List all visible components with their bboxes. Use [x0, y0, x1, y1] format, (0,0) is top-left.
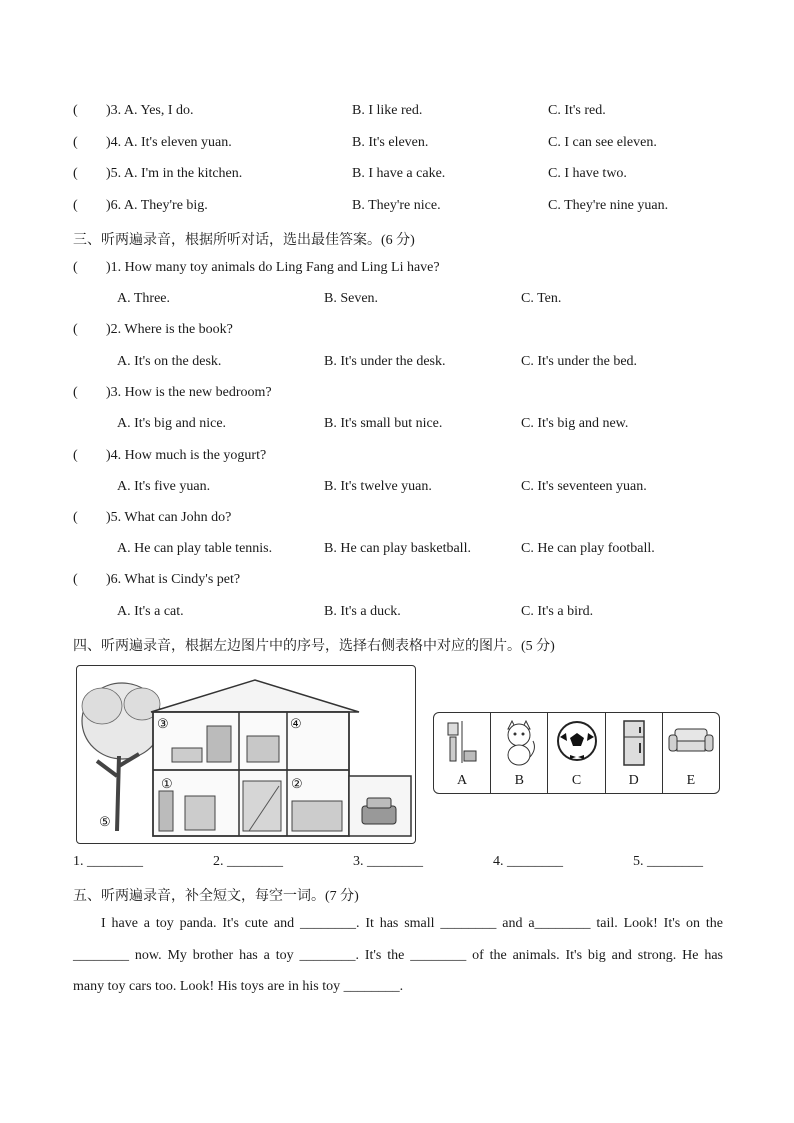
option-b: B. It's a duck.: [324, 604, 401, 619]
option-c: C. They're nine yuan.: [548, 198, 669, 213]
question-row: [0, 103, 794, 123]
answer-paren[interactable]: (: [73, 572, 78, 587]
passage-line: ________ now. My brother has a toy ________. It's the ________ of the animals. It's big and strong. He has: [73, 948, 723, 963]
option-a: A. It's on the desk.: [117, 354, 222, 369]
answer-paren[interactable]: (: [73, 448, 78, 463]
option-b: B. It's under the desk.: [324, 354, 446, 369]
passage-line: I have a toy panda. It's cute and ________. It has small ________ and a________ tail. Look! It's on the: [101, 916, 723, 931]
choice-label: A: [457, 773, 468, 788]
sink-icon: [444, 719, 480, 765]
choice-cell-e[interactable]: [663, 713, 719, 793]
option-a: A. Three.: [117, 291, 170, 306]
question-row: [0, 198, 794, 218]
option-b: B. I have a cake.: [352, 166, 446, 181]
option-b: B. I like red.: [352, 103, 423, 118]
options-row: [0, 291, 794, 311]
option-b: B. It's twelve yuan.: [324, 479, 432, 494]
option-c: C. I have two.: [548, 166, 627, 181]
question-text: )1. How many toy animals do Ling Fang and Ling Li have?: [106, 260, 440, 275]
option-c: C. He can play football.: [521, 541, 655, 556]
answer-paren[interactable]: (: [73, 322, 78, 337]
option-a: A. It's big and nice.: [117, 416, 227, 431]
answer-paren[interactable]: (: [73, 198, 78, 213]
question-row: [0, 385, 794, 405]
question-text: )2. Where is the book?: [106, 322, 233, 337]
answer-blank[interactable]: 5. ________: [633, 854, 703, 869]
options-row: [0, 479, 794, 499]
passage-line: many toy cars too. Look! His toys are in his toy ________.: [73, 979, 404, 994]
answer-paren[interactable]: (: [73, 166, 78, 181]
sofa-icon: [667, 719, 715, 759]
option-c: C. It's under the bed.: [521, 354, 638, 369]
question-text: )4. A. It's eleven yuan.: [106, 135, 232, 150]
question-row: [0, 260, 794, 280]
choice-label: D: [628, 773, 639, 788]
choice-cell-d[interactable]: [606, 713, 663, 793]
answer-paren[interactable]: (: [73, 103, 78, 118]
scene-number: ⑤: [99, 814, 111, 829]
question-text: )3. How is the new bedroom?: [106, 385, 272, 400]
option-b: B. It's small but nice.: [324, 416, 443, 431]
answer-blank[interactable]: 4. ________: [493, 854, 563, 869]
question-text: )5. What can John do?: [106, 510, 232, 525]
answer-paren[interactable]: (: [73, 260, 78, 275]
option-c: C. Ten.: [521, 291, 562, 306]
option-a: A. He can play table tennis.: [117, 541, 273, 556]
football-icon: [556, 719, 598, 765]
answer-blanks-row: [0, 854, 794, 874]
answer-paren[interactable]: (: [73, 135, 78, 150]
option-b: B. It's eleven.: [352, 135, 429, 150]
question-text: )5. A. I'm in the kitchen.: [106, 166, 243, 181]
question-row: [0, 166, 794, 186]
answer-paren[interactable]: (: [73, 385, 78, 400]
option-c: C. It's big and new.: [521, 416, 629, 431]
choice-label: E: [686, 773, 696, 788]
option-a: A. It's five yuan.: [117, 479, 211, 494]
tree-icon: [82, 683, 162, 831]
question-text: )6. What is Cindy's pet?: [106, 572, 241, 587]
choice-cell-b[interactable]: [491, 713, 548, 793]
option-c: C. I can see eleven.: [548, 135, 657, 150]
options-row: [0, 354, 794, 374]
question-row: [0, 448, 794, 468]
section-title: 三、听两遍录音，根据所听对话，选出最佳答案。(6 分): [73, 233, 415, 248]
option-c: C. It's seventeen yuan.: [521, 479, 647, 494]
question-text: )6. A. They're big.: [106, 198, 208, 213]
answer-blank[interactable]: 3. ________: [353, 854, 423, 869]
house-illustration: [77, 666, 415, 843]
section-title: 五、听两遍录音，补全短文，每空一词。(7 分): [73, 889, 359, 904]
fridge-icon: [620, 719, 648, 767]
option-c: C. It's a bird.: [521, 604, 594, 619]
choice-cell-c[interactable]: [548, 713, 605, 793]
question-row: [0, 322, 794, 342]
option-c: C. It's red.: [548, 103, 606, 118]
scene-number: ②: [291, 776, 303, 791]
picture-choices-grid: [433, 712, 720, 794]
option-b: B. He can play basketball.: [324, 541, 471, 556]
options-row: [0, 541, 794, 561]
answer-blank[interactable]: 1. ________: [73, 854, 143, 869]
answer-blank[interactable]: 2. ________: [213, 854, 283, 869]
house-scene-image: [76, 665, 416, 844]
options-row: [0, 416, 794, 436]
cat-icon: [500, 719, 538, 767]
answer-paren[interactable]: (: [73, 510, 78, 525]
choice-cell-a[interactable]: [434, 713, 491, 793]
question-row: [0, 572, 794, 592]
question-row: [0, 510, 794, 530]
car-icon: [362, 798, 396, 824]
scene-number: ④: [290, 716, 302, 731]
scene-number: ①: [161, 776, 173, 791]
section-title: 四、听两遍录音，根据左边图片中的序号，选择右侧表格中对应的图片。(5 分): [73, 639, 555, 654]
options-row: [0, 604, 794, 624]
option-a: A. It's a cat.: [117, 604, 184, 619]
question-row: [0, 135, 794, 155]
question-text: )3. A. Yes, I do.: [106, 103, 194, 118]
choice-label: B: [514, 773, 524, 788]
question-text: )4. How much is the yogurt?: [106, 448, 267, 463]
choice-label: C: [571, 773, 582, 788]
option-b: B. They're nice.: [352, 198, 441, 213]
scene-number: ③: [157, 716, 169, 731]
option-b: B. Seven.: [324, 291, 379, 306]
